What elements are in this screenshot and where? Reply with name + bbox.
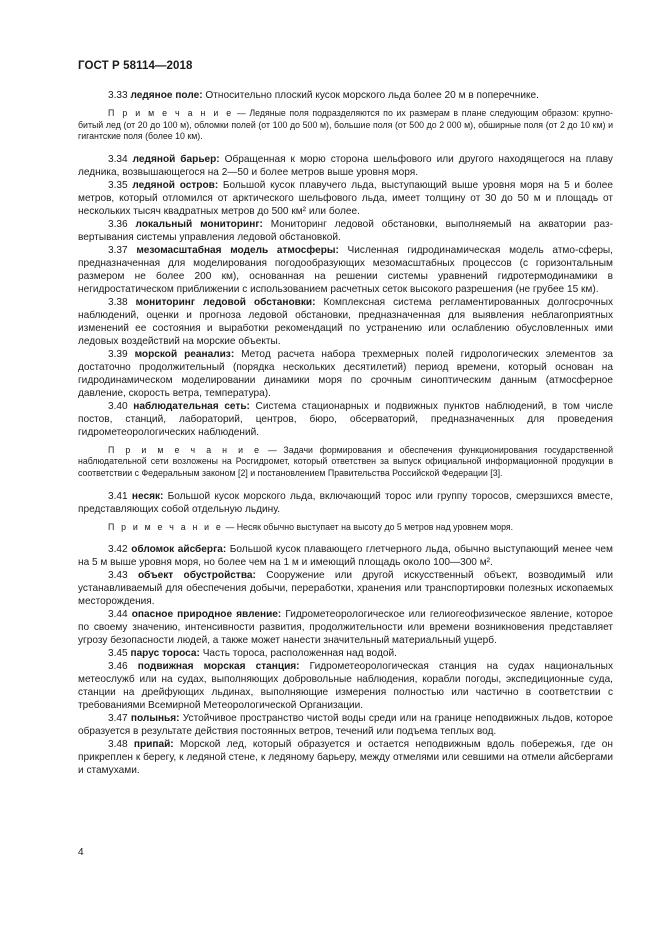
definition-entry: 3.35 ледяной остров: Большой кусок плавучего льда, выступающий выше уровня моря на 5 и более метров, который отломился от арктического шельфового льда, имеет толщину от 30 до 50 м и площадь от нескольких тысяч квадратных метров до 500 км² или более. xyxy=(78,179,614,217)
term: припай: xyxy=(133,739,174,751)
term: обломок айсберга: xyxy=(131,544,227,556)
term: морской реанализ: xyxy=(134,348,235,360)
definition-entry: 3.44 опасное природное явление: Гидрометеорологическое или гелиогеофизическое явление, которое по своему значению, интенсивности развития, продолжительности или времени возникновения представляет угрозу безопасности людей, а также может нанести значительный материальный ущерб. xyxy=(78,609,614,647)
definition-entry: 3.45 парус тороса: Часть тороса, расположенная над водой. xyxy=(108,648,397,660)
definition-entry: 3.36 локальный мониторинг: Мониторинг ледовой обстановки, выполняемый на акватории раз-вертывания системы управления ледовой обстановкой. xyxy=(78,218,613,243)
term: подвижная морская станция: xyxy=(137,661,300,673)
term: объект обустройства: xyxy=(137,570,256,582)
definition-entry: 3.34 ледяной барьер: Обращенная к морю сторона шельфового или другого находящегося на плаву ледника, возвышающегося на 2—50 и более метров выше уровня моря. xyxy=(78,153,613,178)
term: ледяной остров: xyxy=(132,179,219,191)
term: парус тороса: xyxy=(130,648,200,660)
definition-entry: 3.33 ледяное поле: Относительно плоский кусок морского льда более 20 м в поперечнике. xyxy=(108,90,539,101)
document-body xyxy=(78,89,613,777)
term: наблюдательная сеть: xyxy=(133,400,250,412)
document-header: ГОСТ Р 58114—2018 xyxy=(78,60,193,72)
term: локальный мониторинг: xyxy=(135,218,263,230)
note: П р и м е ч а н и е — Ледяные поля подразделяются по их размерам в плане следующим образом: крупно-битый лед (от 20 до 100 м), обломки полей (от 100 до 500 м), большие поля (от 500 до 2 000 м), обширные поля (от 2 до 10 км) и гигантские поля (более 10 км). xyxy=(78,108,613,142)
term: мезомасштабная модель атмосферы: xyxy=(136,244,339,256)
definition-entry: 3.38 мониторинг ледовой обстановки: Комплексная система регламентированных долгосрочных наблюдений, оценки и прогноза ледовой обстановки, предназначенная для выявления неблагоприятных изменений ее состояния и выработки рекомендаций по устранению или ослаблению обусловленных ими ледовых воздействий на морские объекты. xyxy=(78,296,613,347)
definition-entry: 3.37 мезомасштабная модель атмосферы: Численная гидродинамическая модель атмо-сферы, предназначенная для моделирования погодообразующих мезомасштабных процессов (с горизонтальным размером не более 200 км), основанная на решении системы уравнений гидротермодинамики в негидростатическом приближении с использованием расчетных сеток высокого разрешения (не грубее 15 км). xyxy=(78,244,613,295)
definition-entry: 3.42 обломок айсберга: Большой кусок плавающего глетчерного льда, обычно выступающий менее чем на 5 м выше уровня моря, но более чем на 1 м и имеющий площадь около 100—300 м². xyxy=(78,544,613,569)
note: П р и м е ч а н и е — Задачи формирования и обеспечения функционирования государственной наблюдательной сети возложены на Росгидромет, который ответствен за выпуск официальной информационной продукции в соответствии с Федеральным законом [2] и постановлением Правительства Российской Федерации [3]. xyxy=(78,444,613,478)
definition-entry: 3.47 полынья: Устойчивое пространство чистой воды среди или на границе неподвижных льдов, которое образуется в результате действия постоянных ветров, течений или подъема теплых вод. xyxy=(78,713,614,738)
page-number: 4 xyxy=(78,847,84,858)
definition-entry: 3.41 несяк: Большой кусок морского льда, включающий торос или группу торосов, смерзшихся вместе, представляющих собой отдельную льдину. xyxy=(78,490,613,515)
definition-entry: 3.39 морской реанализ: Метод расчета набора трехмерных полей гидрологических элементов за достаточно продолжительный (порядка нескольких десятилетий) период времени, который основан на гидродинамическом моделировании динамики моря по срочным синоптическим данным (атмосферное давление, скорость ветра, температура). xyxy=(78,348,613,399)
term: несяк: xyxy=(131,490,164,502)
definition-entry: 3.46 подвижная морская станция: Гидрометеорологическая станция на судах национальных метеослужб или на судах, выполняющих добровольные наблюдения, корабли погоды, экспедиционные суда, станции на дрейфующих льдинах, выполняющие измерения полностью или частично в соответствии с требованиями Всемирной Метеорологической Организации. xyxy=(78,661,613,712)
term: ледяное поле: xyxy=(130,90,203,101)
definition-entry: 3.48 припай: Морской лед, который образуется и остается неподвижным вдоль побережья, где он прикреплен к берегу, к ледяной стене, к ледяному барьеру, между отмелями или севшими на отмели айсбергами и стамухами. xyxy=(78,739,613,777)
term: мониторинг ледовой обстановки: xyxy=(135,296,316,308)
definition-entry: 3.40 наблюдательная сеть: Система стационарных и подвижных пунктов наблюдений, в том числе постов, станций, лабораторий, центров, бюро, обсерваторий, предназначенных для проведения гидрометеорологических наблюдений. xyxy=(78,400,614,438)
term: ледяной барьер: xyxy=(132,153,220,165)
term: полынья: xyxy=(130,713,180,725)
term: опасное природное явление: xyxy=(131,609,282,621)
note: П р и м е ч а н и е — Несяк обычно выступает на высоту до 5 метров над уровнем моря. xyxy=(108,521,514,532)
definition-entry: 3.43 объект обустройства: Сооружение или другой искусственный объект, возводимый или устанавливаемый для обеспечения добычи, переработки, хранения или транспортировки полезных ископаемых месторождения. xyxy=(78,570,613,608)
